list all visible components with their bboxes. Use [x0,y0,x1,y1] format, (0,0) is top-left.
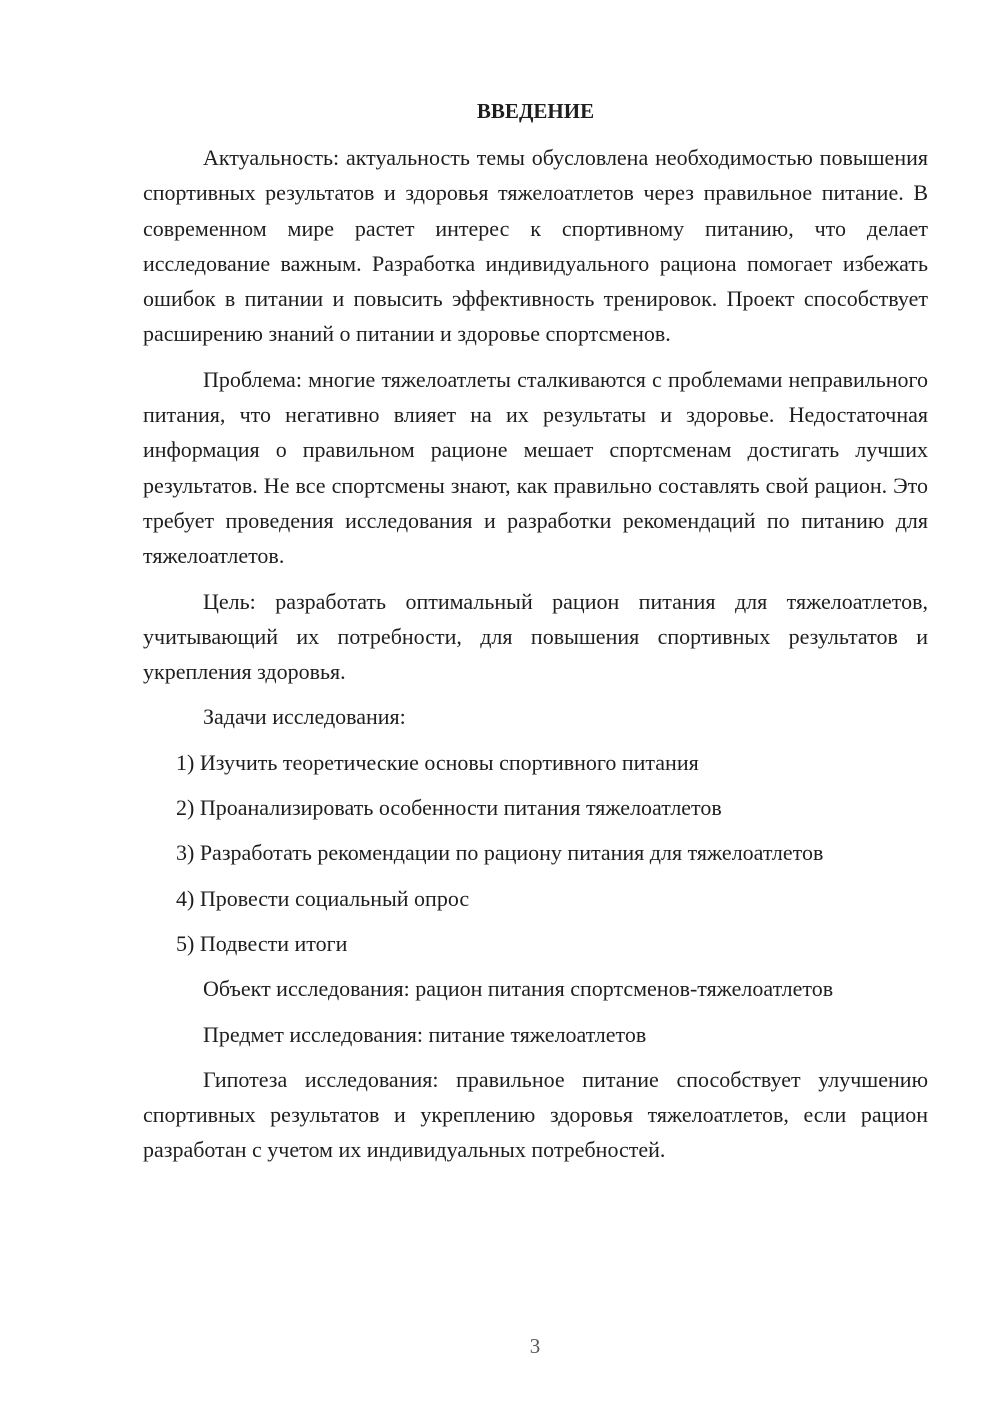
tasks-heading: Задачи исследования: [203,704,406,730]
list-item: 3) Разработать рекомендации по рациону питания для тяжелоатлетов [176,840,824,866]
subject-line: Предмет исследования: питание тяжелоатлетов [203,1021,647,1047]
goal-paragraph: Цель: разработать оптимальный рацион питания для тяжелоатлетов, учитывающий их потребности, для повышения спортивных результатов и укрепления здоровья. [143,588,928,685]
list-item: 2) Проанализировать особенности питания тяжелоатлетов [176,795,722,821]
page-number: 3 [529,1334,541,1358]
relevance-paragraph: Актуальность: актуальность темы обусловлена необходимостью повышения спортивных результатов и здоровья тяжелоатлетов через правильное питание. В современном мире растет интерес к спортивному питанию, что делает исследование важным. Разработка индивидуального рациона помогает избежать ошибок в питании и повысить эффективность тренировок. Проект способствует расширению знаний о питании и здоровье спортсменов. [143,145,928,347]
list-item: 5) Подвести итоги [176,930,348,956]
list-item: 1) Изучить теоретические основы спортивного питания [176,749,699,775]
page-title: ВВЕДЕНИЕ [476,99,595,123]
list-item: 4) Провести социальный опрос [176,885,470,911]
problem-paragraph: Проблема: многие тяжелоатлеты сталкиваются с проблемами неправильного питания, что негативно влияет на их результаты и здоровье. Недостаточная информация о правильном рационе мешает спортсменам достигать лучших результатов. Не все спортсмены знают, как правильно составлять свой рацион. Это требует проведения исследования и разработки рекомендаций по питанию для тяжелоатлетов. [143,366,928,569]
tasks-list [143,745,928,961]
hypothesis-paragraph: Гипотеза исследования: правильное питание способствует улучшению спортивных результатов и укреплению здоровья тяжелоатлетов, если рацион разработан с учетом их индивидуальных потребностей. [143,1066,928,1163]
object-line: Объект исследования: рацион питания спортсменов-тяжелоатлетов [203,976,834,1002]
page-content [143,94,928,1178]
